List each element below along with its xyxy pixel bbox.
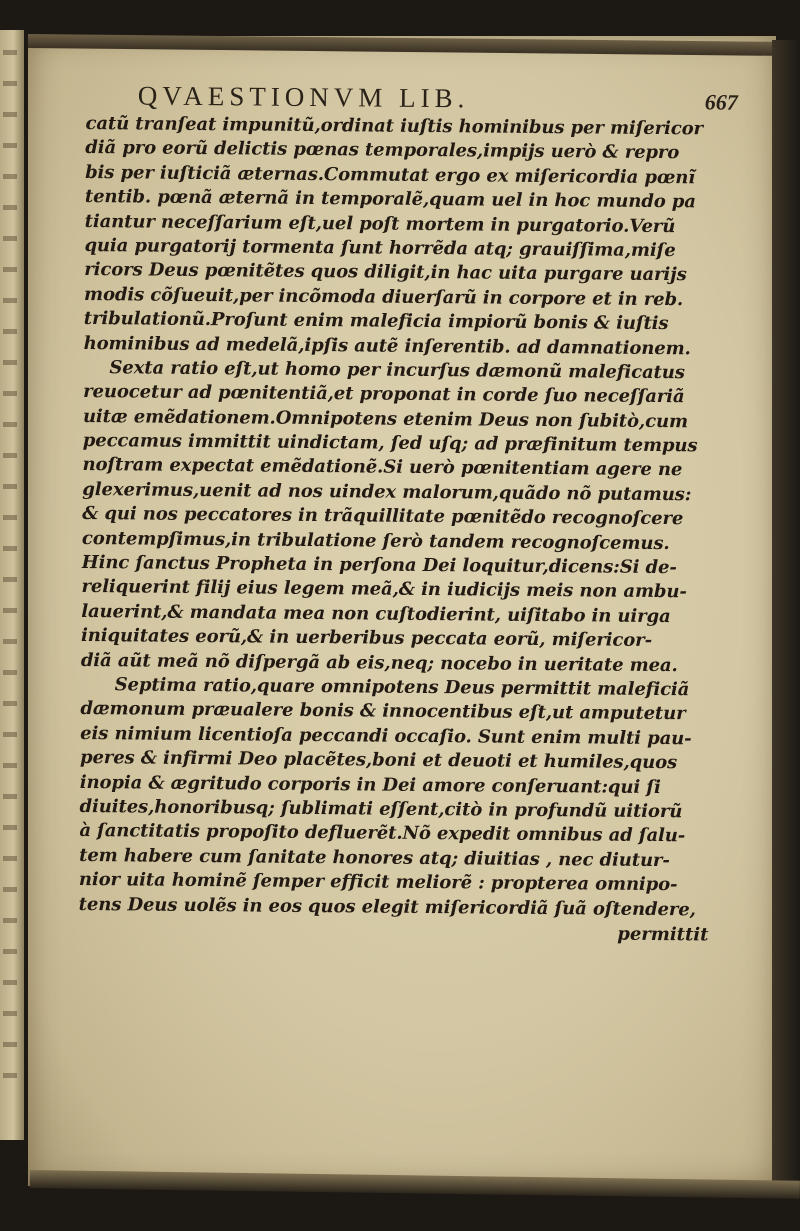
- text-line: hominibus ad medelã,ipſis autẽ inſerentib. ad damnationem.: [83, 332, 691, 359]
- text-line: tentib. pœnã æternã in temporalẽ,quam uel in hoc mundo pa: [84, 186, 696, 213]
- text-line: modis cõſueuit,per incõmoda diuerſarũ in corpore et in reb.: [83, 283, 684, 310]
- text-line: nior uita hominẽ ſemper efficit meliorẽ : propterea omnipo-: [78, 869, 678, 896]
- running-head: [86, 72, 746, 118]
- previous-page-text-remnants: [3, 50, 17, 1090]
- text-line: Septima ratio,quare omnipotens Deus permittit maleficiã: [114, 674, 690, 701]
- page-number: 667: [704, 89, 738, 115]
- text-line: tens Deus uolẽs in eos quos elegit miſericordiã ſuã oſtendere,: [78, 893, 696, 920]
- text-line: contempſimus,in tribulatione ſerò tandem recognoſcemus.: [81, 527, 670, 554]
- text-line: tribulationũ.Proſunt enim maleficia impiorũ bonis & iuſtis: [83, 308, 669, 335]
- text-line: à ſanctitatis propoſito defluerẽt.Nõ expedit omnibus ad ſalu-: [79, 820, 686, 847]
- page-fore-edge: [772, 40, 800, 1185]
- body-text: [79, 112, 746, 923]
- text-line: diã aũt meã nõ diſpergã ab eis,neq; nocebo in ueritate mea.: [80, 649, 678, 676]
- text-line: catũ tranſeat impunitũ,ordinat iuſtis hominibus per miſericor: [85, 112, 704, 140]
- text-line: diuites,honoribusq; ſublimati eſſent,citò in profundũ uitiorũ: [79, 795, 683, 823]
- text-line: quia purgatorij tormenta ſunt horrẽda atq; grauiſſima,miſe: [84, 234, 676, 262]
- running-head-title: QVAESTIONVM LIB.: [137, 80, 470, 114]
- text-line: glexerimus,uenit ad nos uindex malorum,quãdo nõ putamus:: [82, 478, 692, 506]
- previous-page-edge: [0, 30, 24, 1140]
- text-line: Sexta ratio eſt,ut homo per incurſus dæmonũ maleficatus: [109, 357, 685, 384]
- text-line: reuocetur ad pœnitentiã,et proponat in corde ſuo neceſſariã: [83, 381, 685, 408]
- text-line: peres & infirmi Deo placẽtes,boni et deuoti et humiles,quos: [79, 747, 678, 774]
- text-line: lauerint,& mandata mea non cuſtodierint, uiſitabo in uirga: [81, 600, 671, 627]
- text-line: tem habere cum ſanitate honores atq; diuitias , nec diutur-: [79, 844, 670, 871]
- catchword: permittit: [617, 923, 709, 946]
- text-block: [78, 72, 746, 949]
- text-line: & qui nos peccatores in trãquillitate pœnitẽdo recognoſcere: [82, 503, 684, 530]
- text-line: diã pro eorũ delictis pœnas temporales,impijs uerò & repro: [85, 137, 680, 164]
- text-line: dæmonum præualere bonis & innocentibus eſt,ut amputetur: [80, 698, 686, 725]
- text-line: iniquitates eorũ,& in uerberibus peccata eorũ, miſericor-: [80, 625, 653, 652]
- text-line: tiantur neceſſarium eſt,uel poſt mortem in purgatorio.Verũ: [84, 210, 676, 237]
- text-line: bis per iuſticiã æternas.Commutat ergo ex miſericordia pœnĩ: [85, 161, 696, 189]
- text-line: reliquerint filij eius legem meã,& in iudicijs meis non ambu-: [81, 576, 687, 603]
- text-line: uitæ emẽdationem.Omnipotens etenim Deus non ſubitò,cum: [82, 405, 689, 432]
- text-line: Hinc ſanctus Propheta in perſona Dei loquitur,dicens:Si de-: [81, 552, 677, 579]
- text-line: eis nimium licentioſa peccandi occaſio. Sunt enim multi pau-: [80, 722, 692, 750]
- text-line: inopia & ægritudo corporis in Dei amore conſeruant:qui ſi: [79, 771, 661, 798]
- text-line: noſtram expectat emẽdationẽ.Si uerò pœnitentiam agere ne: [82, 454, 683, 481]
- text-line: ricors Deus pœnitẽtes quos diligit,in hac uita purgare uarijs: [84, 259, 687, 286]
- text-line: peccamus immittit uindictam, ſed uſq; ad præfinitum tempus: [82, 430, 698, 457]
